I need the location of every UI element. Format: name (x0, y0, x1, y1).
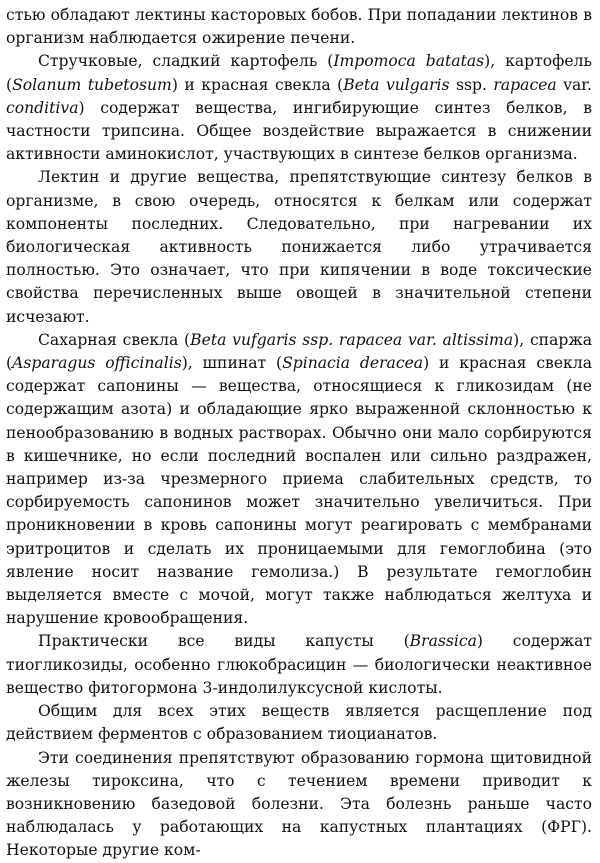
paragraph-2-seg-4: ) и красная свекла ( (171, 75, 344, 94)
paragraph-5-seg-1: Brassica (409, 632, 477, 651)
paragraph-6 (6, 700, 592, 746)
paragraph-2-seg-7: rapacea (493, 75, 557, 94)
paragraph-2-seg-0: Стручковые, сладкий картофель ( (38, 52, 334, 71)
paragraph-4-seg-4: ), шпинат ( (181, 354, 283, 373)
paragraph-1-text: стью обладают лектины касторовых бобов. При попадании лектинов в организм наблюдается ожирение печени. (6, 6, 592, 48)
paragraph-2 (6, 50, 592, 166)
paragraph-2-seg-1: Impomoca batatas (333, 52, 485, 71)
paragraph-5-seg-2: ) содержат тиогликозиды, особенно глюкобрасицин — биологически неактивное вещество фитогормона 3-индолилуксусной кислоты. (6, 632, 592, 697)
paragraph-2-seg-10: ) содержат вещества, ингибирующие синтез белков, в частности трипсина. Общее воздействие выражается в снижении активности аминокислот, участвующих в синтезе белков организма. (6, 98, 592, 164)
paragraph-6-text: Общим для всех этих веществ является расщепление под действием ферментов с образованием тиоцианатов. (6, 702, 592, 744)
paragraph-3 (6, 166, 592, 328)
paragraph-2-seg-2: ), картофель ( (6, 52, 592, 94)
paragraph-2-seg-6: ssp. (449, 75, 494, 94)
paragraph-4-seg-6: ) и красная свекла содержат сапонины — вещества, относящиеся к гликозидам (не содержащим азота) и обладающие ярко выраженной склонностью к пенообразованию в водных растворах. Обычно они мало сорбируются в кишечнике, но если последний воспален или сильно раздражен, например из-за чрезмерного приема слабительных средств, то сорбируемость сапонинов может значительно увеличиться. При проникновении в кровь сапонины могут реагировать с мембранами эритроцитов и сделать их проницаемыми для гемоглобина (это явление носит название гемолиза.) В результате гемоглобин выделяется вместе с мочой, могут также наблюдаться желтуха и нарушение кровообращения. (6, 354, 593, 628)
paragraph-2-seg-3: Solanum tubetosum (12, 75, 172, 94)
paragraph-4-seg-1: Beta vufgaris ssp. rapacea var. altissima (190, 330, 514, 349)
paragraph-4-seg-2: ), спаржа ( (6, 330, 592, 373)
paragraph-7-text: Эти соединения препятствуют образованию гормона щитовидной железы тироксина, что с течением времени приводит к возникновению базедовой болезни. Эта болезнь раньше часто наблюдалась у работающих на капустных плантациях (ФРГ). Некоторые другие ком- (6, 748, 592, 860)
paragraph-5-seg-0: Практически все виды капусты ( (38, 632, 410, 651)
paragraph-7 (6, 747, 592, 863)
paragraph-4-seg-3: Asparagus officinalis (12, 354, 182, 373)
paragraph-2-seg-5: Beta vulgaris (343, 75, 450, 94)
paragraph-4 (6, 329, 592, 631)
paragraph-3-text: Лектин и другие вещества, препятствующие синтезу белков в организме, в свою очередь, относятся к белкам или содержат компоненты последних. Следовательно, при нагревании их биологическая активность понижается либо утрачивается полностью. Это означает, что при кипячении в воде токсические свойства перечисленных выше овощей в значительной степени исчезают. (6, 168, 592, 326)
paragraph-5 (6, 630, 592, 700)
paragraph-2-seg-9: conditiva (6, 98, 79, 117)
paragraph-2-seg-8: var. (556, 75, 592, 94)
paragraph-4-seg-0: Сахарная свекла ( (38, 330, 191, 349)
paragraph-1 (6, 4, 592, 50)
paragraph-4-seg-5: Spinacia deracea (282, 354, 424, 373)
